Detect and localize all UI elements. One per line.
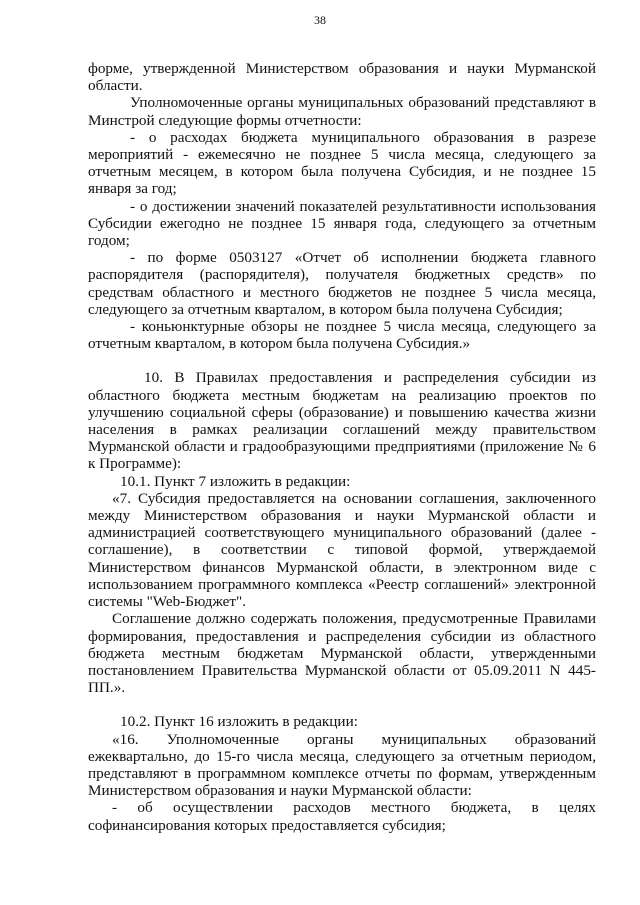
paragraph-reporting-forms-intro: Уполномоченные органы муниципальных образований представляют в Минстрой следующие формы отчетности: — [88, 94, 596, 129]
spacer — [88, 352, 596, 369]
page-number: 38 — [314, 13, 326, 27]
paragraph-continuation: форме, утвержденной Министерством образования и науки Мурманской области. — [88, 60, 596, 95]
document-body — [88, 60, 596, 834]
list-item-form-0503127: - по форме 0503127 «Отчет об исполнении бюджета главного распорядителя (распорядителя), получателя бюджетных средств» по средствам областного и местного бюджетов не позднее 5 числа месяца, следующего за отчетным кварталом, в котором была получена Субсидия; — [88, 249, 596, 318]
paragraph-section-10: 10. В Правилах предоставления и распределения субсидии из областного бюджета местным бюджетам на реализацию проектов по улучшению социальной сферы (образование) и повышению качества жизни населения в рамках реализации соглашений между правительством Мурманской области и градообразующими предприятиями (приложение № 6 к Программе): — [88, 369, 596, 473]
list-item-budget-expenses: - о расходах бюджета муниципального образования в разрезе мероприятий - ежемесячно не позднее 5 числа месяца, следующего за отчетным месяцем, в котором была получена Субсидия, и не позднее 15 января за год; — [88, 128, 596, 198]
paragraph-section-10-1: 10.1. Пункт 7 изложить в редакции: — [120, 472, 351, 490]
paragraph-agreement: Соглашение должно содержать положения, предусмотренные Правилами формирования, предоставления и распределения субсидии из областного бюджета местным бюджетам Мурманской области, утвержденными постановлением Правительства Мурманской области от 05.09.2011 N 445-ПП.». — [88, 610, 596, 697]
paragraph-clause-7: «7. Субсидия предоставляется на основании соглашения, заключенного между Министерством образования и науки Мурманской области и администрацией соответствующего муниципального образований (далее - соглашение), в соответствии с типовой формой, утверждаемой Министерством финансов Мурманской области, в электронном виде с использованием программного комплекса «Реестр соглашений» электронной системы "Web-Бюджет". — [88, 489, 596, 611]
list-item-performance-indicators: - о достижении значений показателей результативности использования Субсидии ежегодно не позднее 15 января года, следующего за отчетным годом; — [88, 197, 596, 250]
paragraph-clause-16: «16. Уполномоченные органы муниципальных образований ежеквартально, до 15-го числа месяца, следующего за отчетным периодом, представляют в программном комплексе отчеты по формам, утвержденным Министерством образования и науки Мурманской области: — [88, 730, 596, 800]
paragraph-section-10-2: 10.2. Пункт 16 изложить в редакции: — [120, 713, 358, 731]
list-item-market-reviews: - коньюнктурные обзоры не позднее 5 числа месяца, следующего за отчетным кварталом, в котором была получена Субсидия.» — [88, 318, 596, 353]
list-item-local-budget-expenses: - об осуществлении расходов местного бюджета, в целях софинансирования которых предоставляется субсидия; — [88, 799, 596, 834]
spacer — [88, 696, 596, 713]
